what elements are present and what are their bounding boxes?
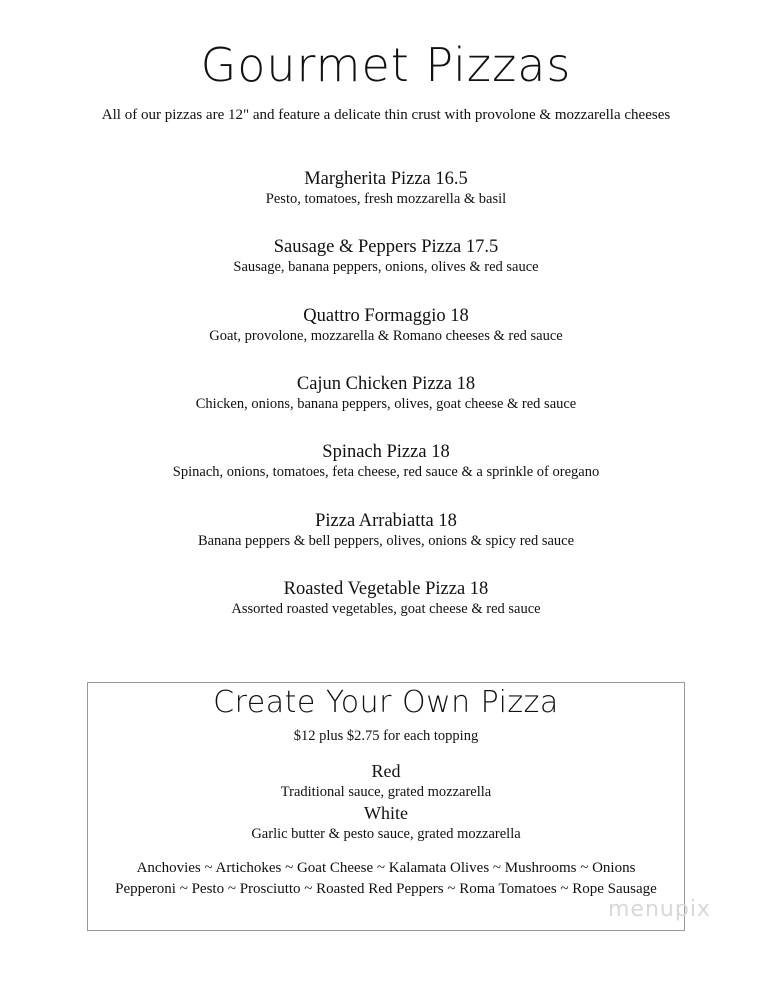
- menu-item-desc: Sausage, banana peppers, onions, olives & red sauce: [233, 259, 539, 276]
- menu-item-desc: Pesto, tomatoes, fresh mozzarella & basil: [265, 191, 507, 207]
- page-title: Gourmet Pizzas: [200, 38, 572, 92]
- white-label: White: [364, 803, 408, 823]
- menu-item: [0, 305, 772, 346]
- watermark-logo: menupix: [608, 897, 711, 922]
- menu-item: [0, 510, 772, 551]
- menu-item: [0, 236, 772, 277]
- menu-item-desc: Spinach, onions, tomatoes, feta cheese, red sauce & a sprinkle of oregano: [172, 464, 600, 481]
- menu-item-desc: Banana peppers & bell peppers, olives, onions & spicy red sauce: [197, 532, 575, 549]
- menu-item-desc: Chicken, onions, banana peppers, olives, goat cheese & red sauce: [195, 395, 577, 412]
- menu-item-name: Pizza Arrabiatta 18: [315, 510, 457, 531]
- toppings-line-1: Anchovies ~ Artichokes ~ Goat Cheese ~ Kalamata Olives ~ Mushrooms ~ Onions: [136, 860, 636, 876]
- white-desc: Garlic butter & pesto sauce, grated mozzarella: [251, 826, 521, 842]
- menu-item: [0, 168, 772, 209]
- menu-item-desc: Assorted roasted vegetables, goat cheese & red sauce: [231, 600, 541, 617]
- toppings-line-2: Pepperoni ~ Pesto ~ Prosciutto ~ Roasted Red Peppers ~ Roma Tomatoes ~ Rope Sausage: [115, 881, 657, 897]
- menu-item-name: Margherita Pizza 16.5: [304, 169, 468, 189]
- menu-item-name: Sausage & Peppers Pizza 17.5: [273, 237, 499, 258]
- page-subtitle: All of our pizzas are 12" and feature a delicate thin crust with provolone & mozzarella cheeses: [101, 107, 671, 123]
- menu-item-name: Cajun Chicken Pizza 18: [296, 373, 476, 394]
- menu-item: [0, 441, 772, 482]
- menu-item-name: Quattro Formaggio 18: [303, 305, 469, 326]
- red-desc: Traditional sauce, grated mozzarella: [280, 784, 492, 800]
- create-price: $12 plus $2.75 for each topping: [293, 728, 479, 744]
- create-title: Create Your Own Pizza: [213, 685, 559, 720]
- create-your-own-box: [87, 682, 711, 931]
- menu-item: [0, 373, 772, 414]
- menu-item-desc: Goat, provolone, mozzarella & Romano cheeses & red sauce: [209, 327, 563, 344]
- menu-item-name: Spinach Pizza 18: [322, 442, 450, 463]
- red-label: Red: [371, 761, 401, 781]
- menu-item: [0, 578, 772, 619]
- menu-item-name: Roasted Vegetable Pizza 18: [283, 578, 489, 599]
